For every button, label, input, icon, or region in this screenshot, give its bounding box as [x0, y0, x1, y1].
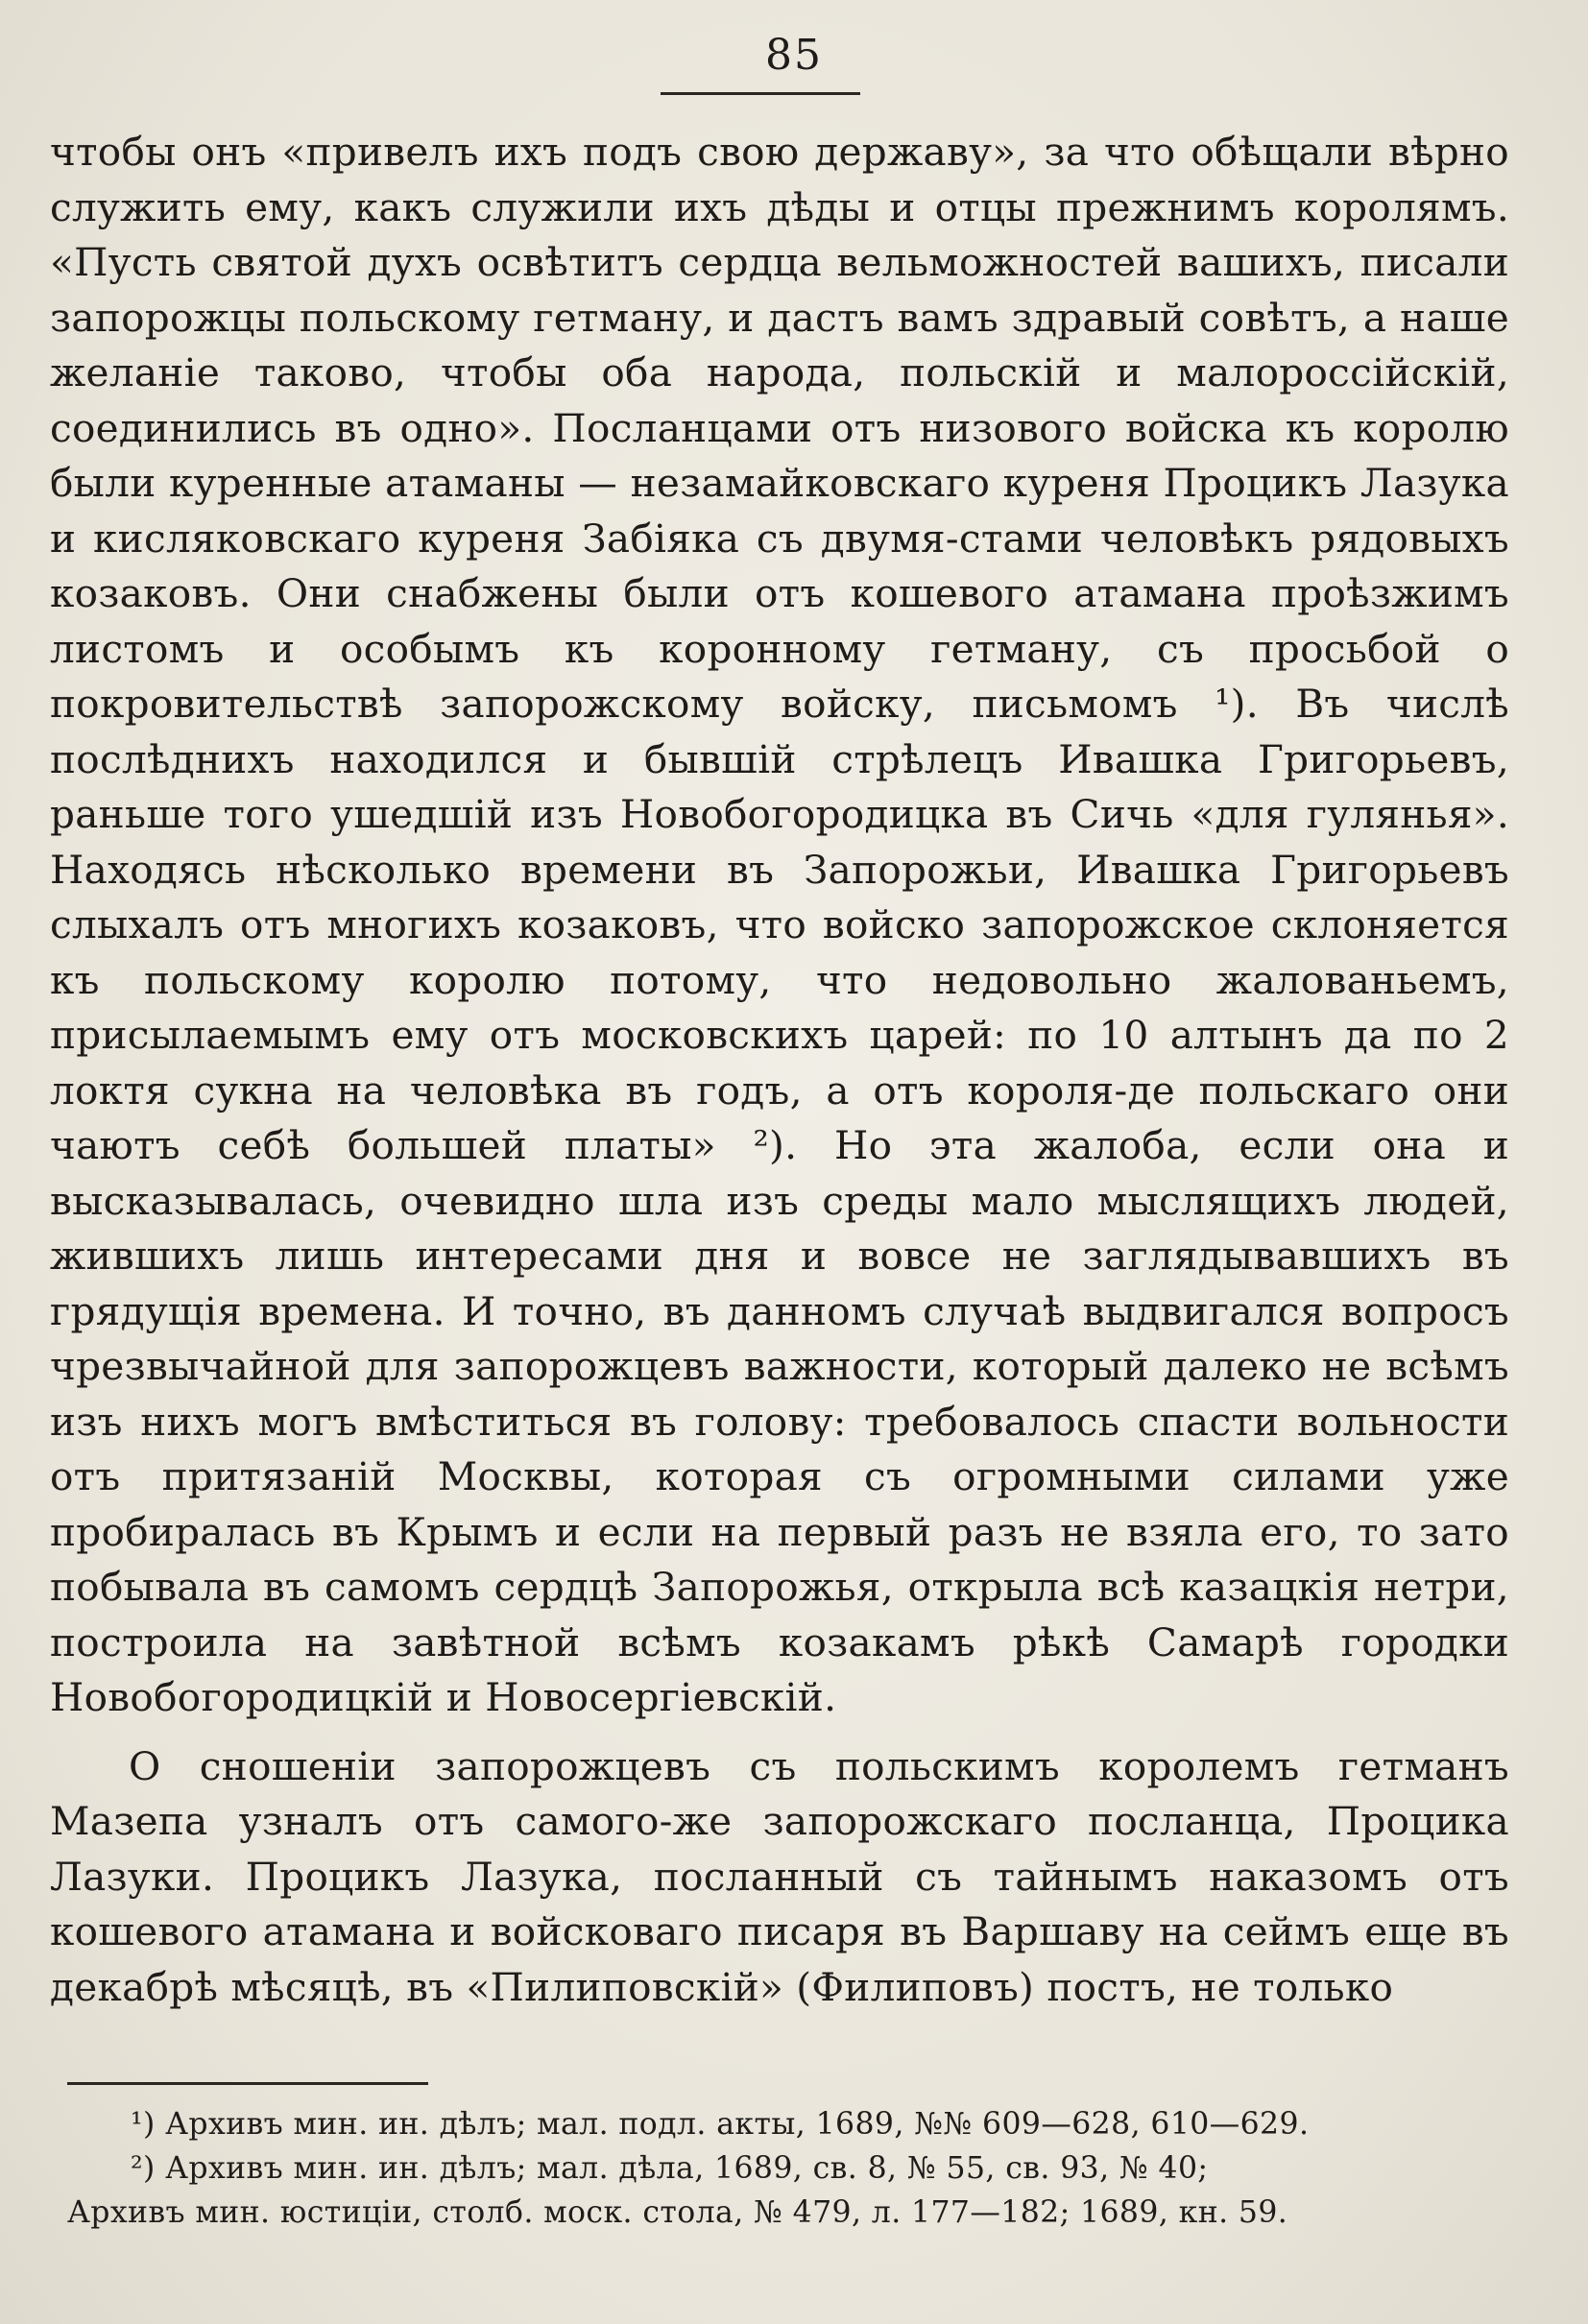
- paragraph-2: О сношеніи запорожцевъ съ польскимъ королемъ гетманъ Мазепа узналъ отъ самого-же запорожскаго посланца, Процика Лазуки. Процикъ Лазука, посланный съ тайнымъ наказомъ отъ кошевого атамана и войсковаго писаря въ Варшаву на сеймъ еще въ декабрѣ мѣсяцѣ, въ «Пилиповскій» (Филиповъ) постъ, не только: [50, 1742, 1509, 2010]
- main-text: [50, 125, 1509, 2015]
- header-rule: [661, 92, 860, 95]
- paragraph-1: чтобы онъ «привелъ ихъ подъ свою державу», за что обѣщали вѣрно служить ему, какъ служили ихъ дѣды и отцы прежнимъ королямъ. «Пусть святой духъ освѣтитъ сердца вельможностей вашихъ, писали запорожцы польскому гетману, и дастъ вамъ здравый совѣтъ, а наше желаніе таково, чтобы оба народа, польскій и малороссійскій, соединились въ одно». Посланцами отъ низового войска къ королю были куренные атаманы — незамайковскаго куреня Процикъ Лазука и кисляковскаго куреня Забіяка съ двумя-стами человѣкъ рядовыхъ козаковъ. Они снабжены были отъ кошевого атамана проѣзжимъ листомъ и особымъ къ коронному гетману, съ просьбой о покровительствѣ запорожскому войску, письмомъ ¹). Въ числѣ послѣднихъ находился и бывшій стрѣлецъ Ивашка Григорьевъ, раньше того ушедшій изъ Новобогородицка въ Сичь «для гулянья». Находясь нѣсколько времени въ Запорожьи, Ивашка Григорьевъ слыхалъ отъ многихъ козаковъ, что войско запорожское склоняется къ польскому королю потому, что недовольно жалованьемъ, присылаемымъ ему отъ московскихъ царей: по 10 алтынъ да по 2 локтя сукна на человѣка въ годъ, а отъ короля-де польскаго они чаютъ себѣ большей платы» ²). Но эта жалоба, если она и высказывалась, очевидно шла изъ среды мало мыслящихъ людей, жившихъ лишь интересами дня и вовсе не заглядывавшихъ въ грядущія времена. И точно, въ данномъ случаѣ выдвигался вопросъ чрезвычайной для запорожцевъ важности, который далеко не всѣмъ изъ нихъ могъ вмѣститься въ голову: требовалось спасти вольности отъ притязаній Москвы, которая съ огромными силами уже пробиралась въ Крымъ и если на первый разъ не взяла его, то зато побывала въ самомъ сердцѣ Запорожья, открыла всѣ казацкія нетри, построила на завѣтной всѣмъ козакамъ рѣкѣ Самарѣ городки Новобогородицкій и Новосергіевскій.: [50, 129, 1509, 1720]
- footnotes: [67, 2102, 1527, 2235]
- page-number: 85: [765, 31, 823, 80]
- footnote-divider: [67, 2082, 428, 2085]
- footnote-1: ¹) Архивъ мин. ин. дѣлъ; мал. подл. акты, 1689, №№ 609—628, 610—629.: [131, 2107, 1310, 2142]
- footnote-2-continued: Архивъ мин. юстиціи, столб. моск. стола, № 479, л. 177—182; 1689, кн. 59.: [67, 2195, 1288, 2230]
- footnote-2: ²) Архивъ мин. ин. дѣлъ; мал. дѣла, 1689, св. 8, № 55, св. 93, № 40;: [131, 2151, 1209, 2186]
